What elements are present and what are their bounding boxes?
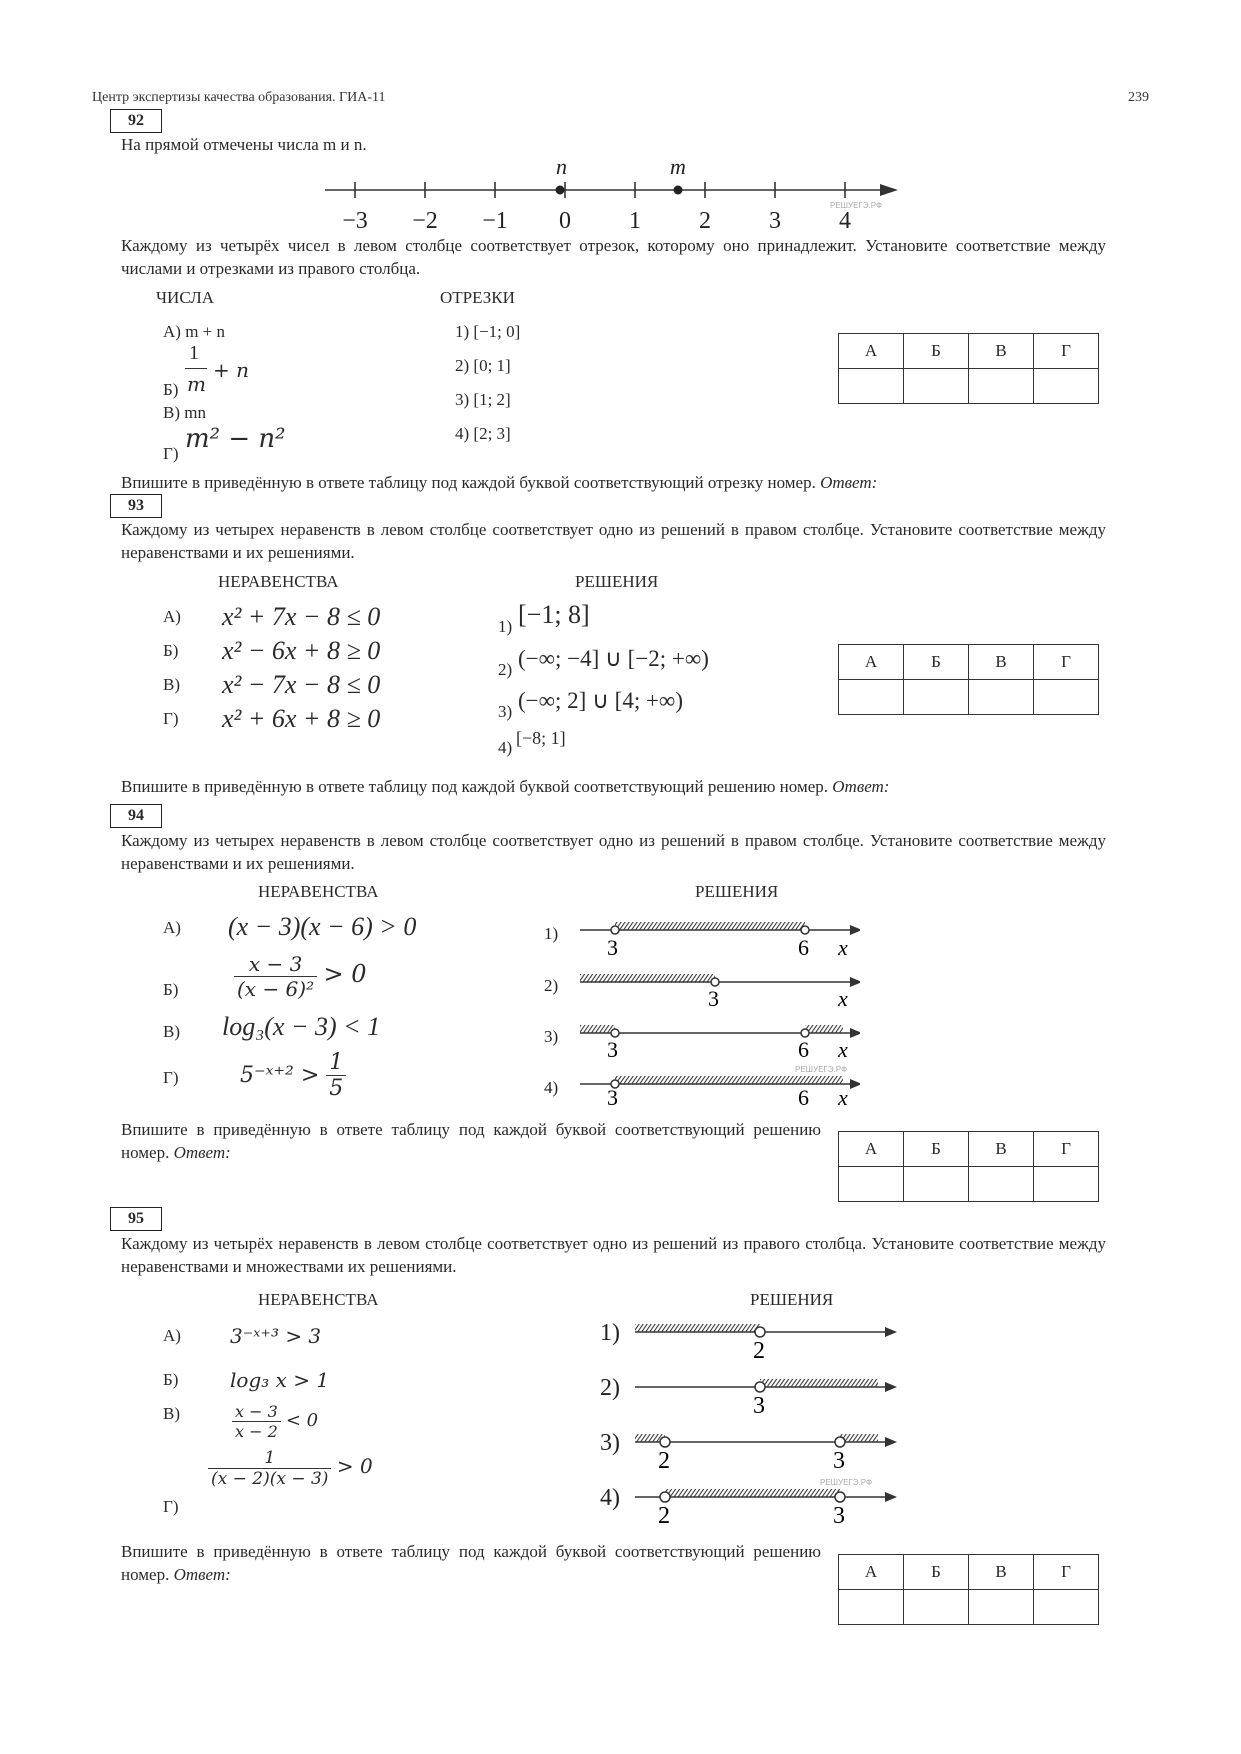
watermark: РЕШУЕГЭ.РФ: [795, 1065, 848, 1074]
letter-d: Г): [163, 1068, 179, 1087]
option-number: 1): [600, 1320, 620, 1346]
tick-label: 3: [607, 935, 618, 960]
tick-label: 3: [833, 1503, 845, 1529]
answer-header: Г: [1034, 334, 1099, 369]
answer-table-92: [838, 333, 1099, 404]
column-header-inequalities: НЕРАВЕНСТВА: [258, 1290, 379, 1309]
letter-a: А): [163, 918, 181, 937]
option-4: 4) [2; 3]: [455, 424, 511, 443]
item-d-expression: m² − n²: [185, 424, 286, 454]
solution-line-4: [635, 1478, 897, 1529]
answer-cell[interactable]: [904, 1167, 969, 1202]
instruction-text: Впишите в приведённую в ответе таблицу под каждой буквой соответствующий отрезку номер.: [121, 473, 816, 492]
answer-label: Ответ:: [820, 473, 878, 492]
task-93-instruction: [121, 777, 889, 797]
column-header-numbers: ЧИСЛА: [156, 288, 215, 307]
solution-line-1: [635, 1324, 897, 1364]
solution-line-4: [580, 1065, 860, 1105]
letter-a: А): [163, 1326, 181, 1345]
letter-d: Г): [163, 1497, 179, 1516]
tick-label: 6: [798, 935, 809, 960]
inequality-d-tail: > 0: [336, 1454, 373, 1478]
inequality-b-tail: > 0: [323, 960, 367, 988]
letter-b: Б): [163, 1370, 179, 1389]
solution-line-1: [580, 922, 860, 960]
column-header-solutions: РЕШЕНИЯ: [750, 1290, 834, 1309]
watermark: РЕШУЕГЭ.РФ: [830, 201, 883, 210]
column-header-inequalities: НЕРАВЕНСТВА: [218, 572, 339, 591]
solution-line-3: [635, 1434, 897, 1474]
task-number-93: 93: [110, 494, 162, 518]
page-number: 239: [1128, 90, 1149, 105]
item-b-numerator: 1: [189, 342, 199, 364]
answer-cell[interactable]: [969, 1590, 1034, 1625]
option-2: 2) [0; 1]: [455, 356, 511, 375]
answer-header: А: [839, 1132, 904, 1167]
column-header-solutions: РЕШЕНИЯ: [575, 572, 659, 591]
answer-cell[interactable]: [839, 680, 904, 715]
letter-a: А): [163, 607, 181, 626]
option-2-value: (−∞; −4] ∪ [−2; +∞): [518, 646, 709, 671]
tick-label: 2: [658, 1503, 670, 1529]
point-m-label: m: [670, 154, 686, 179]
option-2-number: 2): [498, 660, 513, 679]
answer-cell[interactable]: [969, 1167, 1034, 1202]
tick-label: 6: [798, 1085, 809, 1105]
task-93-text: Каждому из четырех неравенств в левом столбце соответствует одно из решений в правом столбце. Установите соответствие между неравенствами и их решениями.: [121, 520, 1106, 562]
letter-d: Г): [163, 709, 179, 728]
tick-label: 3: [708, 986, 719, 1011]
inequality-d-denominator: 5: [329, 1076, 344, 1101]
point-n: [556, 186, 565, 195]
option-3-number: 3): [498, 702, 513, 721]
task-92-instruction: [121, 473, 877, 493]
answer-header: В: [969, 1555, 1034, 1590]
task-94-text: Каждому из четырех неравенств в левом столбце соответствует одно из решений в правом столбце. Установите соответствие между неравенствами и их решениями.: [121, 831, 1106, 873]
answer-table-93: [838, 644, 1099, 715]
inequality-b: log₃ x > 1: [230, 1368, 330, 1392]
item-d-label: Г): [163, 444, 179, 463]
tick-label: 2: [753, 1338, 765, 1364]
inequality-a: x² + 7x − 8 ≤ 0: [222, 602, 381, 631]
option-3: 3) [1; 2]: [455, 390, 511, 409]
solution-line-2: [580, 974, 860, 1011]
answer-header: Г: [1034, 1555, 1099, 1590]
axis-tick-label: −1: [482, 208, 508, 234]
page-header-title: Центр экспертизы качества образования. ГИА-11: [92, 90, 386, 105]
item-b-tail: + n: [213, 358, 249, 382]
task-92-intro: На прямой отмечены числа m и n.: [121, 135, 367, 154]
item-a: А) m + n: [163, 322, 225, 341]
option-number: 3): [544, 1027, 559, 1046]
item-c: В) mn: [163, 403, 206, 422]
answer-cell[interactable]: [839, 1590, 904, 1625]
answer-cell[interactable]: [1034, 1590, 1099, 1625]
tick-label: 6: [798, 1037, 809, 1062]
answer-cell[interactable]: [1034, 680, 1099, 715]
answer-header: Б: [904, 334, 969, 369]
axis-var: x: [838, 935, 848, 960]
solution-lines-95: [600, 1310, 900, 1530]
column-header-solutions: РЕШЕНИЯ: [695, 882, 779, 901]
task-number-95: 95: [110, 1207, 162, 1231]
option-4-number: 4): [498, 738, 513, 757]
axis-tick-label: −2: [412, 208, 438, 234]
tick-label: 3: [753, 1393, 765, 1419]
answer-cell[interactable]: [1034, 369, 1099, 404]
answer-cell[interactable]: [904, 680, 969, 715]
axis-tick-label: 1: [629, 208, 641, 234]
task-95-instruction: [121, 1540, 821, 1586]
option-1: 1) [−1; 0]: [455, 322, 521, 341]
task-number-94: 94: [110, 804, 162, 828]
answer-header: Г: [1034, 645, 1099, 680]
inequality-d-denominator: (x − 2)(x − 3): [211, 1469, 329, 1489]
instruction-text: Впишите в приведённую в ответе таблицу под каждой буквой соответствующий решению номер.: [121, 1542, 821, 1584]
axis-tick-label: 3: [769, 208, 781, 234]
instruction-text: Впишите в приведённую в ответе таблицу под каждой буквой соответствующий решению номер.: [121, 777, 829, 796]
inequality-a: 3⁻ˣ⁺³ > 3: [230, 1324, 322, 1348]
answer-cell[interactable]: [904, 1590, 969, 1625]
instruction-text: Впишите в приведённую в ответе таблицу под каждой буквой соответствующий решению номер.: [121, 1120, 821, 1162]
axis-var: x: [838, 986, 848, 1011]
answer-cell[interactable]: [904, 369, 969, 404]
option-3-value: (−∞; 2] ∪ [4; +∞): [518, 688, 683, 713]
axis-tick-label: 0: [559, 208, 571, 234]
option-number: 1): [544, 924, 559, 943]
number-line-92: [320, 150, 900, 235]
tick-label: 3: [607, 1037, 618, 1062]
task-94-instruction: [121, 1118, 821, 1164]
item-b-denominator: m: [187, 372, 206, 396]
answer-label: Ответ:: [173, 1565, 231, 1584]
inequality-b-denominator: (x − 6)²: [237, 977, 315, 1001]
inequality-d-lhs: 5⁻ˣ⁺² >: [240, 1063, 320, 1088]
option-1-value: [−1; 8]: [518, 600, 590, 629]
inequality-a: (x − 3)(x − 6) > 0: [228, 912, 417, 941]
inequality-d: x² + 6x + 8 ≥ 0: [222, 704, 381, 733]
option-number: 4): [600, 1485, 620, 1511]
answer-header: В: [969, 645, 1034, 680]
point-m: [674, 186, 683, 195]
solution-line-2: [635, 1379, 897, 1419]
inequality-d-numerator: 1: [208, 1448, 331, 1469]
answer-cell[interactable]: [969, 680, 1034, 715]
answer-header: В: [969, 334, 1034, 369]
answer-header: Б: [904, 1555, 969, 1590]
letter-c: В): [163, 675, 180, 694]
inequality-c-denominator: x − 2: [235, 1422, 278, 1441]
point-n-label: n: [556, 154, 567, 179]
answer-table-95: [838, 1554, 1099, 1625]
column-header-segments: ОТРЕЗКИ: [440, 288, 515, 307]
answer-header: А: [839, 334, 904, 369]
letter-c: В): [163, 1022, 180, 1041]
answer-header: Г: [1034, 1132, 1099, 1167]
axis-var: x: [838, 1037, 848, 1062]
axis-tick-label: 4: [839, 208, 851, 234]
answer-header: В: [969, 1132, 1034, 1167]
answer-label: Ответ:: [832, 777, 890, 796]
task-number-92: 92: [110, 109, 162, 133]
item-b-label: Б): [163, 380, 179, 399]
axis-tick-label: 2: [699, 208, 711, 234]
watermark: РЕШУЕГЭ.РФ: [820, 1478, 873, 1487]
inequality-d-numerator: 1: [326, 1050, 346, 1076]
answer-cell[interactable]: [839, 1167, 904, 1202]
option-number: 3): [600, 1430, 620, 1456]
axis-tick-label: −3: [342, 208, 368, 234]
letter-b: Б): [163, 641, 179, 660]
answer-label: Ответ:: [173, 1143, 231, 1162]
answer-header: А: [839, 1555, 904, 1590]
answer-header: А: [839, 645, 904, 680]
option-number: 4): [544, 1078, 559, 1097]
inequality-c-tail: < 0: [285, 1410, 319, 1431]
tick-label: 3: [607, 1085, 618, 1105]
option-number: 2): [544, 976, 559, 995]
axis-var: x: [838, 1085, 848, 1105]
inequality-b: x² − 6x + 8 ≥ 0: [222, 636, 381, 665]
inequality-c: x² − 7x − 8 ≤ 0: [222, 670, 381, 699]
answer-header: Б: [904, 645, 969, 680]
letter-b: Б): [163, 980, 179, 999]
inequality-b-numerator: x − 3: [234, 952, 317, 977]
inequality-c: log₃(x − 3) < 1: [222, 1012, 381, 1041]
tick-label: 2: [658, 1448, 670, 1474]
answer-cell[interactable]: [839, 369, 904, 404]
option-number: 2): [600, 1375, 620, 1401]
solution-line-3: [580, 1025, 860, 1062]
task-95-text: Каждому из четырёх неравенств в левом столбце соответствует одно из решений из правого столбца. Установите соответствие между неравенствами и множествами их решениями.: [121, 1234, 1106, 1276]
option-1-number: 1): [498, 617, 513, 636]
option-4-value: [−8; 1]: [516, 728, 566, 748]
column-header-inequalities: НЕРАВЕНСТВА: [258, 882, 379, 901]
solution-lines-94: [540, 905, 860, 1105]
answer-header: Б: [904, 1132, 969, 1167]
tick-label: 3: [833, 1448, 845, 1474]
fraction-bar: [185, 368, 207, 369]
answer-cell[interactable]: [1034, 1167, 1099, 1202]
answer-table-94: [838, 1131, 1099, 1202]
task-92-text: Каждому из четырёх чисел в левом столбце соответствует отрезок, которому оно принадлежит. Установите соответствие между числами и отрезками из правого столбца.: [121, 236, 1106, 278]
letter-c: В): [163, 1404, 180, 1423]
inequality-c-numerator: x − 3: [232, 1402, 281, 1422]
answer-cell[interactable]: [969, 369, 1034, 404]
